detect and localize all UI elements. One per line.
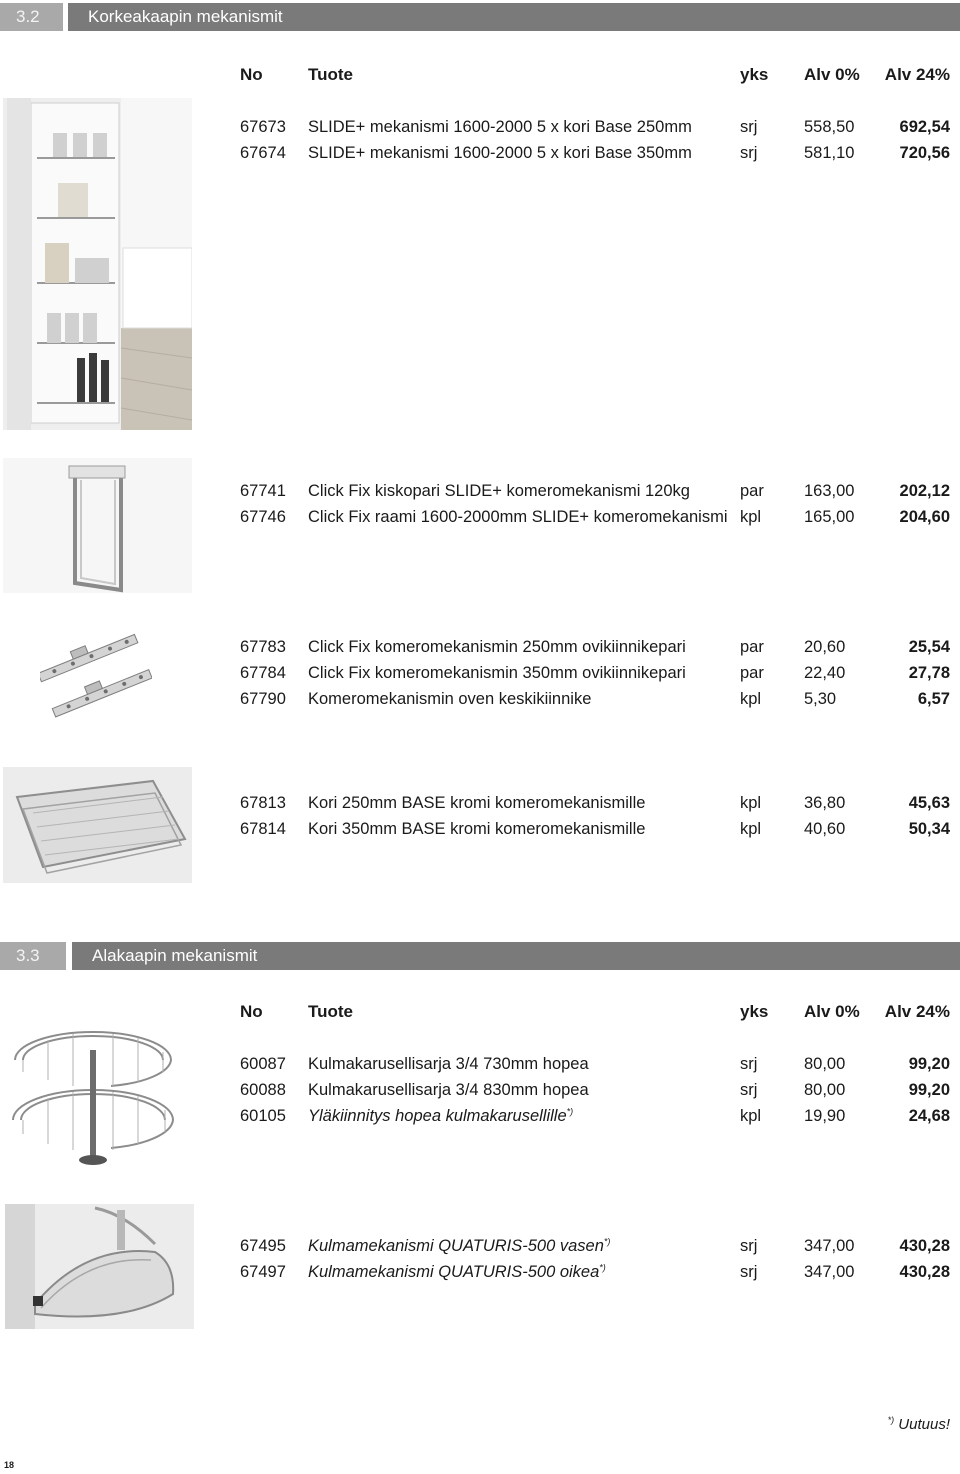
product-number: 67814 (240, 820, 286, 838)
table-row (0, 1233, 960, 1259)
product-number: 67495 (240, 1237, 286, 1255)
price-alv0: 22,40 (804, 664, 846, 682)
header-yks: yks (740, 65, 769, 84)
section-number: 3.3 (0, 942, 66, 970)
product-name-text: Kulmamekanismi QUATURIS-500 vasen (308, 1237, 604, 1255)
product-name: Click Fix komeromekanismin 350mm ovikiinnikepari (308, 664, 686, 682)
footnote-text: Uutuus! (898, 1416, 950, 1433)
unit: kpl (740, 794, 762, 812)
table-row (0, 634, 960, 660)
unit: par (740, 664, 764, 682)
price-alv24: 99,20 (908, 1055, 950, 1073)
price-alv24: 27,78 (908, 664, 950, 682)
product-name: Kulmakarusellisarja 3/4 730mm hopea (308, 1055, 589, 1073)
product-number: 67813 (240, 794, 286, 812)
product-name (308, 1233, 738, 1259)
table-row (0, 1077, 960, 1103)
table-row (0, 790, 960, 816)
price-alv24: 204,60 (899, 508, 950, 526)
header-alv24: Alv 24% (884, 1002, 950, 1021)
new-mark: *) (599, 1262, 606, 1273)
header-tuote: Tuote (308, 65, 354, 84)
table-row (0, 114, 960, 140)
price-alv0: 80,00 (804, 1055, 846, 1073)
unit: srj (740, 1081, 758, 1099)
product-name: Kori 350mm BASE kromi komeromekanismille (308, 820, 646, 838)
table-row (0, 478, 960, 504)
unit: par (740, 482, 764, 500)
unit: srj (740, 1263, 758, 1281)
footnote-mark: *) (887, 1415, 895, 1425)
price-alv0: 80,00 (804, 1081, 846, 1099)
table-row (0, 504, 960, 530)
price-alv0: 581,10 (804, 144, 855, 162)
table-row (0, 686, 960, 712)
price-alv24: 6,57 (917, 690, 950, 708)
price-alv0: 163,00 (804, 482, 855, 500)
table-row (0, 1103, 960, 1129)
unit: kpl (740, 820, 762, 838)
product-name: SLIDE+ mekanismi 1600-2000 5 x kori Base 350mm (308, 144, 692, 162)
product-number: 67784 (240, 664, 286, 682)
price-alv0: 20,60 (804, 638, 846, 656)
product-number: 67790 (240, 690, 286, 708)
section-number: 3.2 (0, 3, 63, 31)
price-alv24: 50,34 (908, 820, 950, 838)
table-row (0, 660, 960, 686)
product-number: 60087 (240, 1055, 286, 1073)
header-tuote: Tuote (308, 1002, 354, 1021)
price-alv24: 202,12 (899, 482, 950, 500)
price-alv0: 347,00 (804, 1263, 855, 1281)
unit: kpl (740, 690, 762, 708)
product-name-text: Kulmamekanismi QUATURIS-500 oikea (308, 1263, 600, 1281)
price-alv24: 692,54 (899, 118, 950, 136)
product-name: SLIDE+ mekanismi 1600-2000 5 x kori Base 250mm (308, 118, 692, 136)
product-number: 67746 (240, 508, 286, 526)
section-header-3-2 (0, 3, 960, 31)
price-alv0: 36,80 (804, 794, 846, 812)
table-row (0, 816, 960, 842)
unit: srj (740, 1237, 758, 1255)
section-title: Korkeakaapin mekanismit (68, 3, 960, 31)
header-no: No (240, 65, 263, 84)
table-row (0, 140, 960, 166)
unit: srj (740, 1055, 758, 1073)
table-row (0, 1051, 960, 1077)
product-number: 67783 (240, 638, 286, 656)
price-alv24: 430,28 (899, 1263, 950, 1281)
product-name: Kulmakarusellisarja 3/4 830mm hopea (308, 1081, 589, 1099)
section-title: Alakaapin mekanismit (72, 942, 960, 970)
price-alv24: 720,56 (899, 144, 950, 162)
price-alv24: 99,20 (908, 1081, 950, 1099)
header-alv24: Alv 24% (884, 65, 950, 84)
header-yks: yks (740, 1002, 769, 1021)
product-number: 67674 (240, 144, 286, 162)
unit: kpl (740, 1107, 762, 1125)
price-alv24: 45,63 (908, 794, 950, 812)
price-alv0: 165,00 (804, 508, 855, 526)
price-alv0: 347,00 (804, 1237, 855, 1255)
price-alv24: 430,28 (899, 1237, 950, 1255)
price-alv24: 24,68 (908, 1107, 950, 1125)
header-no: No (240, 1002, 263, 1021)
new-mark: *) (566, 1106, 574, 1117)
product-number: 67497 (240, 1263, 286, 1281)
price-alv0: 5,30 (804, 690, 837, 708)
unit: srj (740, 144, 758, 162)
new-mark: *) (603, 1236, 611, 1247)
header-alv0: Alv 0% (804, 65, 860, 84)
section-header-3-3 (0, 942, 960, 970)
product-number: 60105 (240, 1107, 286, 1125)
product-name: Click Fix kiskopari SLIDE+ komeromekanismi 120kg (308, 482, 690, 500)
page-number: 18 (4, 1460, 15, 1470)
product-number: 60088 (240, 1081, 286, 1099)
product-name (308, 1259, 738, 1285)
product-name (308, 1103, 738, 1129)
unit: kpl (740, 508, 762, 526)
price-alv24: 25,54 (908, 638, 950, 656)
price-alv0: 40,60 (804, 820, 846, 838)
table-row (0, 1259, 960, 1285)
price-alv0: 558,50 (804, 118, 855, 136)
product-name: Kori 250mm BASE kromi komeromekanismille (308, 794, 646, 812)
product-number: 67673 (240, 118, 286, 136)
product-name-text: Yläkiinnitys hopea kulmakarusellille (308, 1107, 567, 1125)
product-number: 67741 (240, 482, 286, 500)
product-name: Komeromekanismin oven keskikiinnike (308, 690, 592, 708)
product-name: Click Fix raami 1600-2000mm SLIDE+ komeromekanismi (308, 508, 728, 526)
header-alv0: Alv 0% (804, 1002, 860, 1021)
product-name: Click Fix komeromekanismin 250mm ovikiinnikepari (308, 638, 686, 656)
price-alv0: 19,90 (804, 1107, 846, 1125)
footnote (888, 1416, 950, 1433)
unit: par (740, 638, 764, 656)
unit: srj (740, 118, 758, 136)
